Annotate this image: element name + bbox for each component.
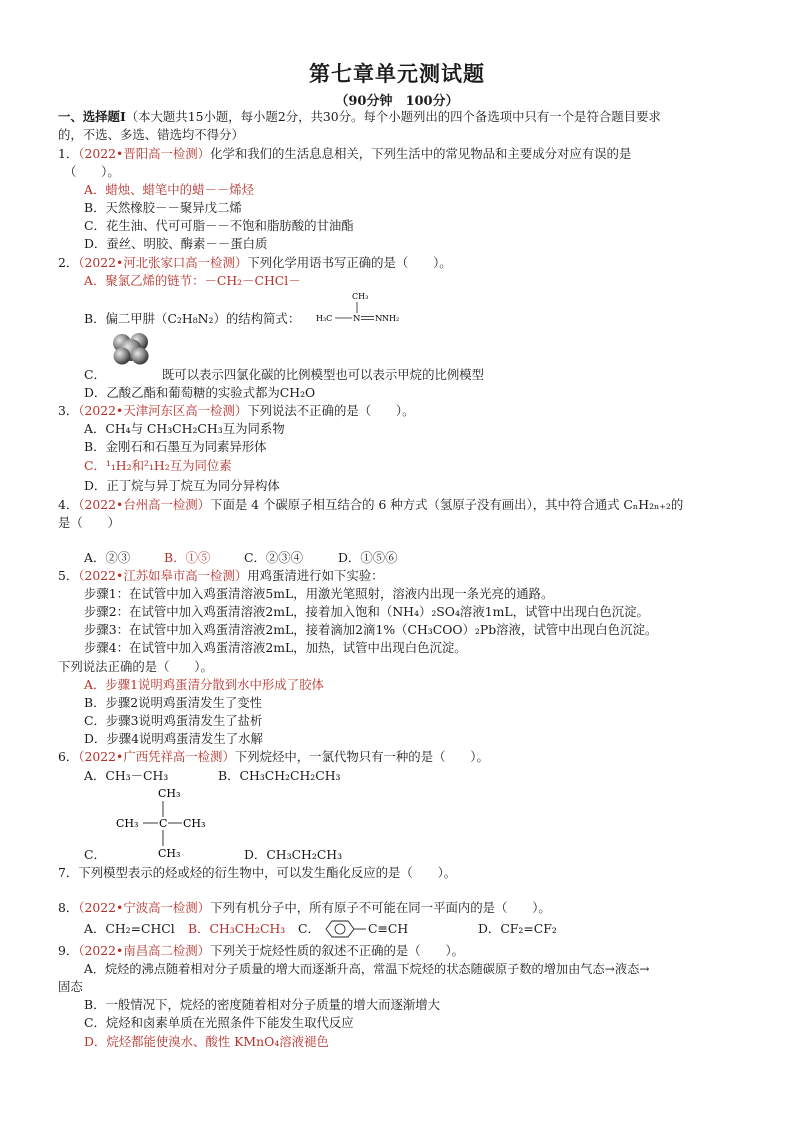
q5-text: 用鸡蛋清进行如下实验： xyxy=(247,568,384,583)
q5-source: （2022•江苏如皋市高一检测） xyxy=(78,568,248,583)
q2-option-c xyxy=(84,366,484,384)
q9-option-b: B．一般情况下，烷烃的密度随着相对分子质量的增大而逐渐增大 xyxy=(84,997,441,1012)
q8-text: 下列有机分子中，所有原子不可能在同一平面内的是（ ）。 xyxy=(210,900,551,915)
struct-right-ch3: CH₃ xyxy=(183,817,206,830)
q9-number: 9． xyxy=(58,943,79,958)
q2-option-c-label: C． xyxy=(84,367,106,382)
struct-center-c: C xyxy=(159,817,168,830)
question-3-stem xyxy=(58,402,415,420)
q8-option-d: D．CF₂=CF₂ xyxy=(478,921,557,936)
q4-stem-b: 是（ ） xyxy=(58,515,120,530)
q2-number: 2． xyxy=(58,255,79,270)
q2-source: （2022•河北张家口高一检测） xyxy=(78,255,248,270)
q4-option-c: C．②③④ xyxy=(244,550,304,565)
struct-ch3-label: CH₃ xyxy=(352,292,369,301)
struct-h3c-label: H₃C xyxy=(316,314,333,323)
q9-option-a-cont: 固态 xyxy=(58,979,83,994)
question-5-stem xyxy=(58,567,384,585)
q6-option-c: C． xyxy=(84,847,106,862)
q5-option-c: C．步骤3说明鸡蛋清发生了盐析 xyxy=(84,713,263,728)
q8-option-c: C． xyxy=(298,921,320,936)
hydrazine-structure-diagram xyxy=(312,288,402,328)
q9-option-d: D．烷烃都能使溴水、酸性 KMnO₄溶液褪色 xyxy=(84,1034,329,1049)
struct-top-ch3: CH₃ xyxy=(158,787,181,800)
q3-source: （2022•天津河东区高一检测） xyxy=(78,403,248,418)
space-filling-model-image xyxy=(110,330,152,368)
q8-option-c-tail: C≡CH xyxy=(368,921,409,936)
q5-option-d: D．步骤4说明鸡蛋清发生了水解 xyxy=(84,731,263,746)
q1-option-c: C．花生油、代可可脂－－不饱和脂肪酸的甘油酯 xyxy=(84,218,354,233)
section-intro-line1 xyxy=(58,108,661,126)
q4-option-a: A．②③ xyxy=(84,550,131,565)
q2-option-c-text: 既可以表示四氯化碳的比例模型也可以表示甲烷的比例模型 xyxy=(161,367,485,382)
q5-question: 下列说法正确的是（ ）。 xyxy=(58,659,213,674)
q6-option-d: D．CH₃CH₂CH₃ xyxy=(244,847,343,862)
q6-source: （2022•广西凭祥高一检测） xyxy=(78,749,235,764)
q3-option-c: C．¹₁H₂和²₁H₂互为同位素 xyxy=(84,458,232,473)
q6-number: 6． xyxy=(58,749,79,764)
q5-step-3: 步骤3：在试管中加入鸡蛋清溶液2mL，接着滴加2滴1%（CH₃COO）₂Pb溶液，试管中出现白色沉淀。 xyxy=(84,622,658,637)
q8-number: 8． xyxy=(58,900,79,915)
q9-source: （2022•南昌高二检测） xyxy=(78,943,211,958)
q6-option-a: A．CH₃－CH₃ xyxy=(84,768,169,783)
q8-option-b: B．CH₃CH₂CH₃ xyxy=(188,921,286,936)
struct-n1-label: N xyxy=(353,314,361,324)
section-heading: 一、选择题Ⅰ xyxy=(58,109,126,124)
q9-option-a: A．烷烃的沸点随着相对分子质量的增大而逐渐升高，常温下烷烃的状态随碳原子数的增加由气态→液态→ xyxy=(84,962,650,976)
question-6-stem xyxy=(58,748,489,766)
q1-option-d: D．蚕丝、明胶、酶素－－蛋白质 xyxy=(84,236,268,251)
question-2-stem xyxy=(58,254,452,272)
page-subtitle: （90分钟 100分） xyxy=(335,94,459,109)
q6-option-b: B．CH₃CH₂CH₂CH₃ xyxy=(218,768,341,783)
question-7-stem: 7．下列模型表示的烃或烃的衍生物中，可以发生酯化反应的是（ ）。 xyxy=(58,865,457,880)
q2-option-d: D．乙酸乙酯和葡萄糖的实验式都为CH₂O xyxy=(84,385,316,400)
q5-number: 5． xyxy=(58,568,79,583)
q4-number: 4． xyxy=(58,497,79,512)
question-1-stem xyxy=(58,145,631,163)
struct-nh2-label: NH₂ xyxy=(382,314,400,323)
q3-number: 3． xyxy=(58,403,79,418)
q6-text: 下列烷烃中，一氯代物只有一种的是（ ）。 xyxy=(234,749,489,764)
q4-option-d: D．①⑤⑥ xyxy=(338,550,398,565)
q8-source: （2022•宁波高一检测） xyxy=(78,900,211,915)
q1-number: 1． xyxy=(58,146,79,161)
struct-bottom-ch3: CH₃ xyxy=(158,847,181,860)
q2-text: 下列化学用语书写正确的是（ ）。 xyxy=(247,255,452,270)
q4-text: 下面是 4 个碳原子相互结合的 6 种方式（氢原子没有画出），其中符合通式 CₙH₂ₙ₊₂的 xyxy=(210,497,684,512)
q1-source: （2022•晋阳高一检测） xyxy=(78,146,211,161)
q5-option-b: B．步骤2说明鸡蛋清发生了变性 xyxy=(84,695,263,710)
q1-text: 化学和我们的生活息息相关，下列生活中的常见物品和主要成分对应有误的是 xyxy=(210,146,632,161)
q1-stem-b: （ ）。 xyxy=(64,164,120,179)
q2-option-b: B．偏二甲肼（C₂H₈N₂）的结构简式： xyxy=(84,311,301,326)
struct-n2-label: N xyxy=(375,314,383,324)
question-8-stem xyxy=(58,899,551,917)
q8-option-a: A．CH₂=CHCl xyxy=(84,921,175,936)
q5-step-4: 步骤4：在试管中加入鸡蛋清溶液2mL，加热，试管中出现白色沉淀。 xyxy=(84,640,467,655)
benzene-ring-icon xyxy=(320,918,368,940)
q3-option-a: A．CH₄与 CH₃CH₂CH₃互为同系物 xyxy=(84,421,285,436)
struct-left-ch3: CH₃ xyxy=(116,817,139,830)
q5-step-1: 步骤1：在试管中加入鸡蛋清溶液5mL，用激光笔照射，溶液内出现一条光亮的通路。 xyxy=(84,586,554,601)
q4-source: （2022•台州高一检测） xyxy=(78,497,211,512)
question-9-stem xyxy=(58,942,464,960)
question-4-stem xyxy=(58,496,683,514)
page-title: 第七章单元测试题 xyxy=(309,61,485,86)
q5-option-a: A．步骤1说明鸡蛋清分散到水中形成了胶体 xyxy=(84,677,324,692)
q2-option-a: A．聚氯乙烯的链节：－CH₂－CHCl－ xyxy=(84,273,301,288)
neopentane-structure-diagram xyxy=(112,784,222,862)
q4-option-b: B．①⑤ xyxy=(164,550,211,565)
q1-option-a: A．蜡烛、蜡笔中的蜡－－烯烃 xyxy=(84,182,255,197)
section-intro-b: 的，不选、多选、错选均不得分） xyxy=(58,127,244,142)
q1-option-b: B．天然橡胶－－聚异戊二烯 xyxy=(84,200,242,215)
q5-step-2: 步骤2：在试管中加入鸡蛋清溶液2mL，接着加入饱和（NH₄）₂SO₄溶液1mL，试管中出现白色沉淀。 xyxy=(84,604,649,619)
q9-text: 下列关于烷烃性质的叙述不正确的是（ ）。 xyxy=(210,943,465,958)
section-intro-a: （本大题共15小题，每小题2分，共30分。每个小题列出的四个备选项中只有一个是符合题目要求 xyxy=(125,109,661,124)
q9-option-c: C．烷烃和卤素单质在光照条件下能发生取代反应 xyxy=(84,1015,354,1030)
q3-option-d: D．正丁烷与异丁烷互为同分异构体 xyxy=(84,478,280,493)
q3-option-b: B．金刚石和石墨互为同素异形体 xyxy=(84,439,267,454)
q3-text: 下列说法不正确的是（ ）。 xyxy=(247,403,415,418)
